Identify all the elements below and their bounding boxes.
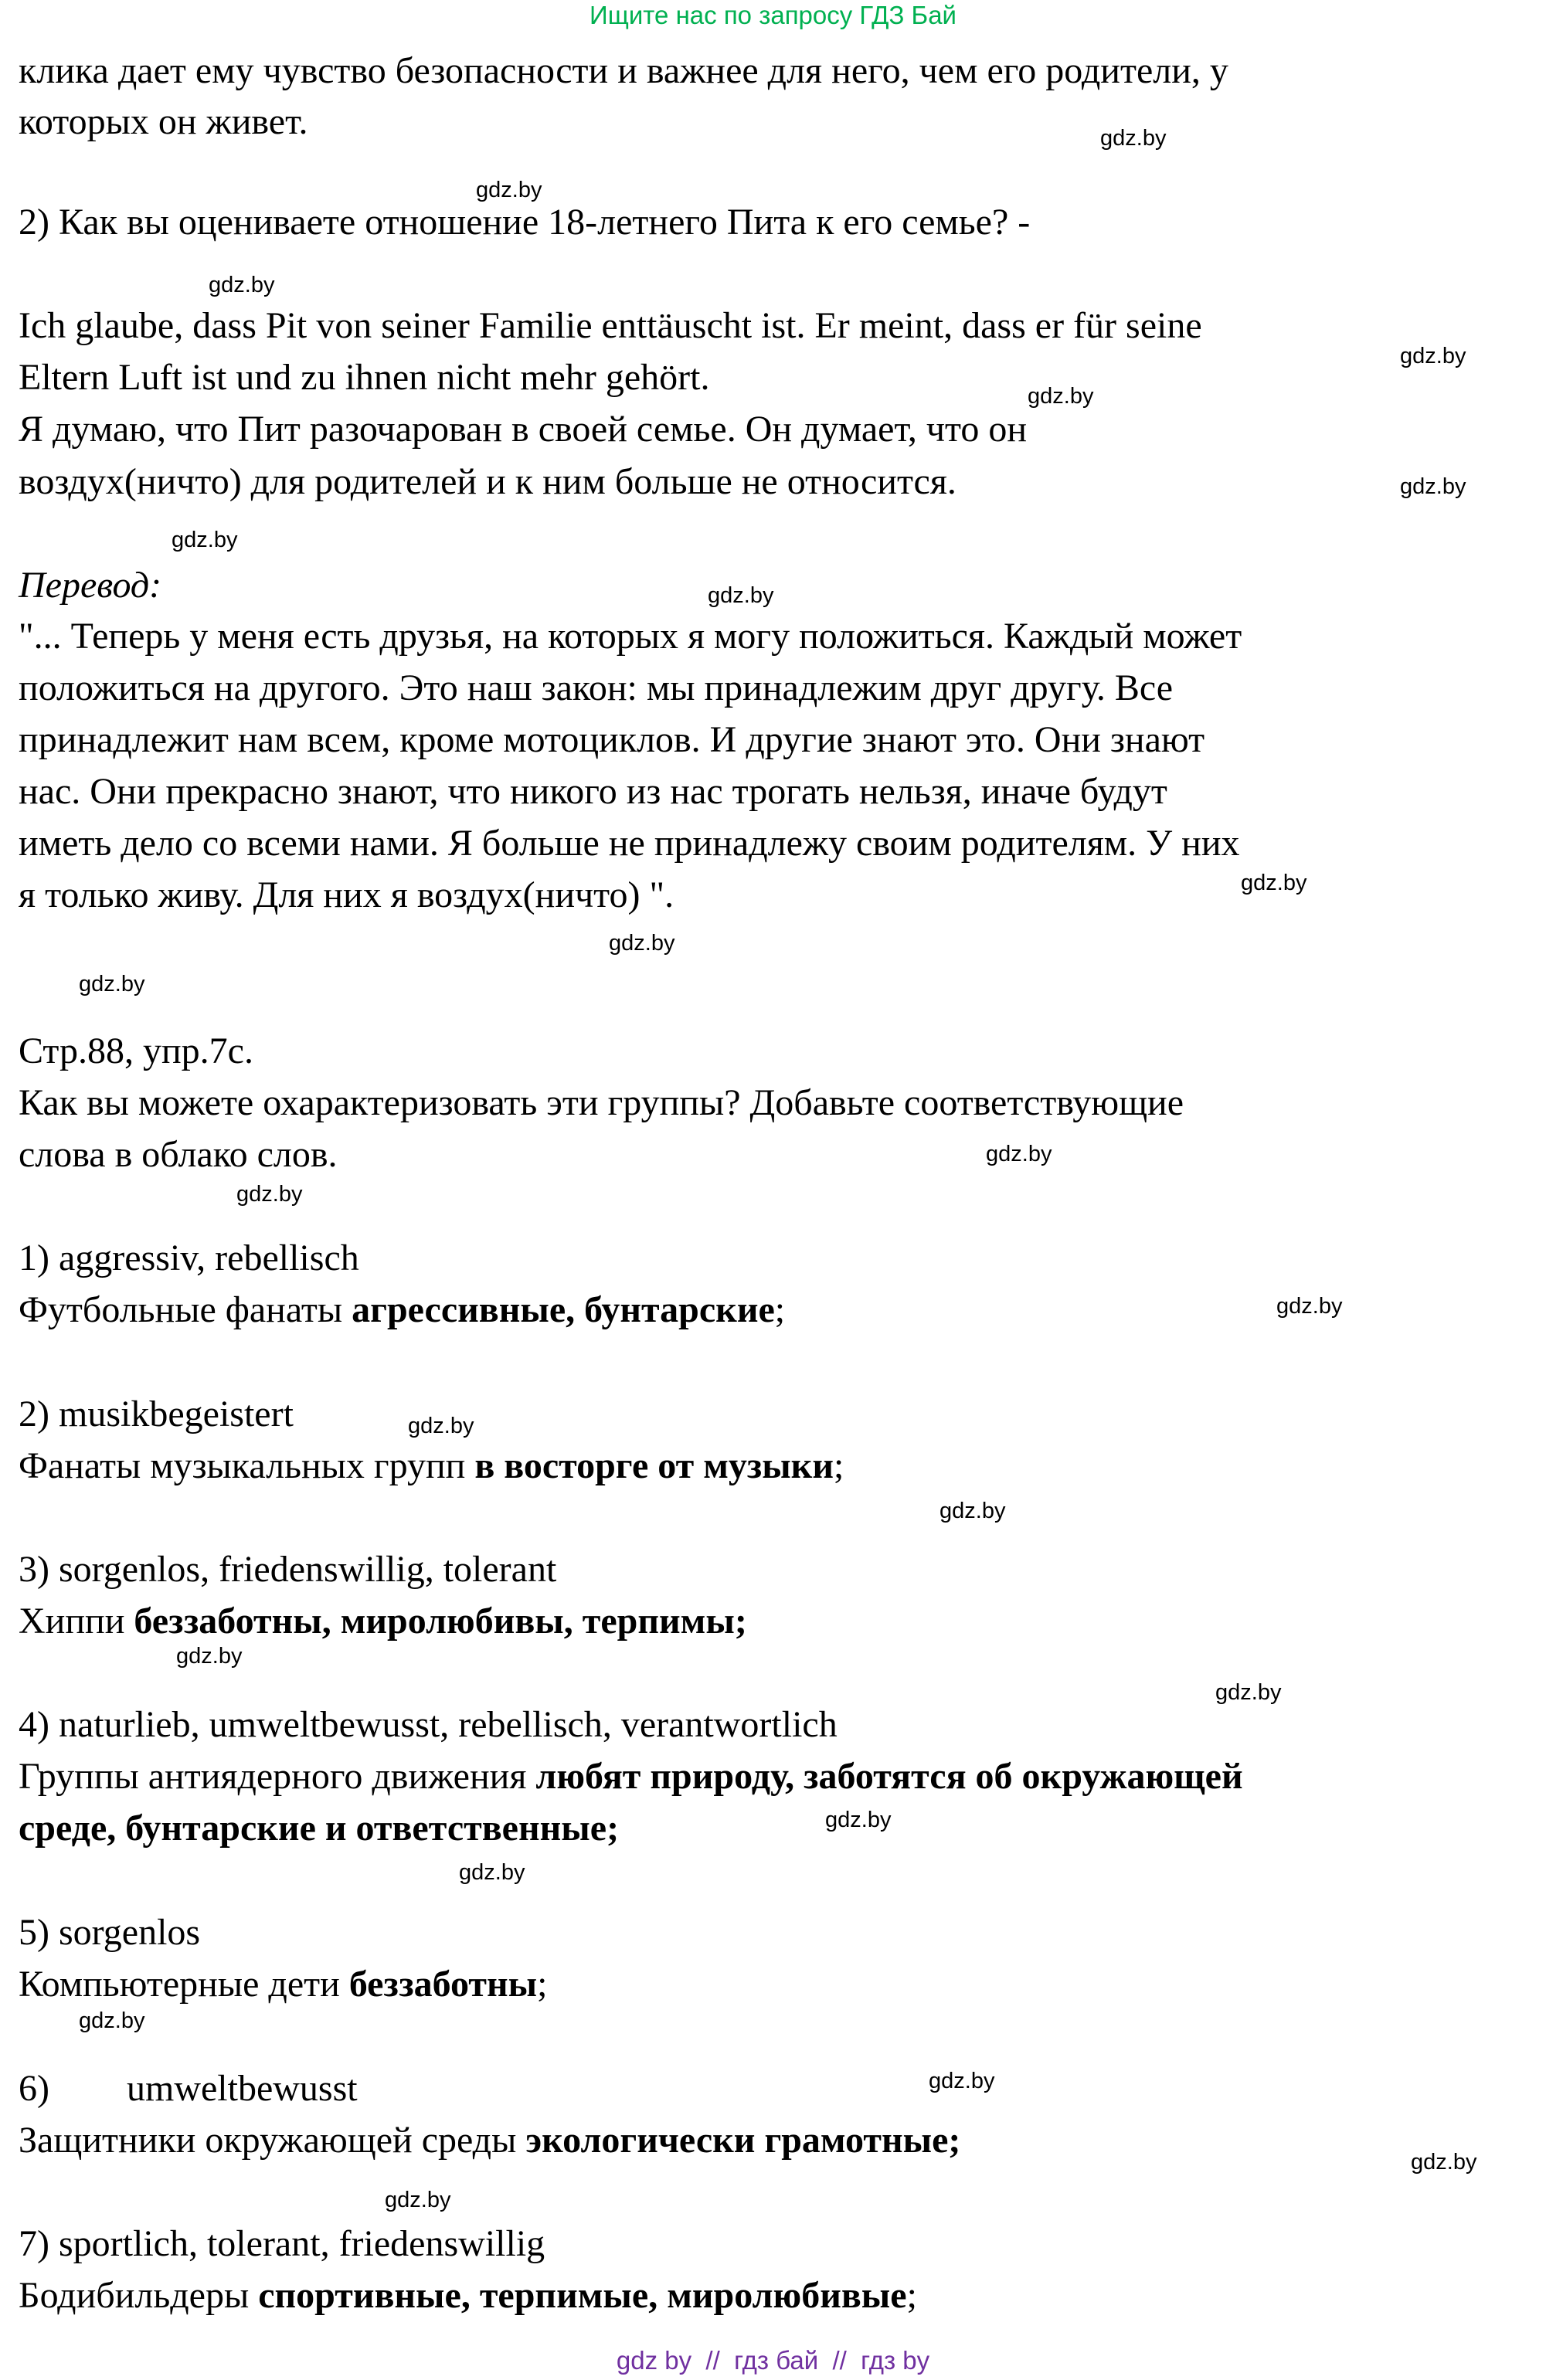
item-ru: Компьютерные дети беззаботны; [19,1964,548,2005]
item-de: 5) sorgenlos [19,1912,201,1953]
watermark: gdz.by [476,178,542,202]
question-2: 2) Как вы оцениваете отношение 18-летнего Пита к его семье? - [19,202,1031,243]
watermark: gdz.by [929,2069,995,2093]
watermark: gdz.by [1400,344,1466,368]
watermark: gdz.by [385,2188,451,2212]
item-de: 1) aggressiv, rebellisch [19,1238,359,1278]
translation-line: нас. Они прекрасно знают, что никого из нас трогать нельзя, иначе будут [19,771,1167,812]
watermark: gdz.by [209,273,275,297]
watermark: gdz.by [79,972,145,996]
watermark: gdz.by [1100,126,1167,151]
watermark: gdz.by [1215,1680,1282,1705]
watermark: gdz.by [1400,474,1466,499]
translation-heading: Перевод: [19,565,162,606]
translation-line: я только живу. Для них я воздух(ничто) ". [19,874,674,915]
translation-line: принадлежит нам всем, кроме мотоциклов. И другие знают это. Они знают [19,719,1205,760]
exercise-title: Стр.88, упр.7с. [19,1030,253,1071]
item-de: 2) musikbegeistert [19,1394,294,1434]
header-banner: Ищите нас по запросу ГДЗ Бай [590,1,956,29]
watermark: gdz.by [825,1808,892,1832]
translation-line: иметь дело со всеми нами. Я больше не принадлежу своим родителям. У них [19,823,1240,864]
item-ru-continued: среде, бунтарские и ответственные; [19,1808,620,1849]
item-ru: Защитники окружающей среды экологически грамотные; [19,2120,961,2161]
item-ru: Футбольные фанаты агрессивные, бунтарские; [19,1289,786,1330]
watermark: gdz.by [986,1142,1052,1166]
watermark: gdz.by [79,2008,145,2033]
item-de: 7) sportlich, tolerant, friedenswillig [19,2223,545,2264]
item-ru: Группы антиядерного движения любят природу, заботятся об окружающей [19,1756,1243,1797]
watermark: gdz.by [1241,871,1307,895]
item-de: 4) naturlieb, umweltbewusst, rebellisch, verantwortlich [19,1704,838,1745]
watermark: gdz.by [172,528,238,552]
watermark: gdz.by [408,1414,474,1438]
answer-ru-line: воздух(ничто) для родителей и к ним больше не относится. [19,461,956,502]
footer-banner: gdz by // гдз бай // гдз by [616,2346,930,2375]
item-de: 6) umweltbewusst [19,2068,358,2109]
answer-de-line: Eltern Luft ist und zu ihnen nicht mehr gehört. [19,357,710,398]
watermark: gdz.by [609,931,675,956]
watermark: gdz.by [176,1644,243,1669]
answer-de-line: Ich glaube, dass Pit von seiner Familie enttäuscht ist. Er meint, dass er für seine [19,305,1202,346]
watermark: gdz.by [939,1499,1006,1523]
watermark: gdz.by [1028,384,1094,409]
watermark: gdz.by [459,1860,525,1885]
exercise-task-line: Как вы можете охарактеризовать эти группы? Добавьте соответствующие [19,1082,1184,1123]
item-ru: Бодибильдеры спортивные, терпимые, миролюбивые; [19,2275,917,2316]
paragraph-line: клика дает ему чувство безопасности и важнее для него, чем его родители, у [19,50,1228,91]
answer-ru-line: Я думаю, что Пит разочарован в своей семье. Он думает, что он [19,409,1028,450]
watermark: gdz.by [236,1182,303,1207]
watermark: gdz.by [1411,2150,1477,2175]
translation-line: "... Теперь у меня есть друзья, на которых я могу положиться. Каждый может [19,616,1242,657]
translation-line: положиться на другого. Это наш закон: мы принадлежим друг другу. Все [19,667,1174,708]
exercise-task-line: слова в облако слов. [19,1134,338,1175]
item-ru: Фанаты музыкальных групп в восторге от музыки; [19,1445,844,1486]
paragraph-line: которых он живет. [19,101,308,142]
watermark: gdz.by [708,583,774,608]
item-ru: Хиппи беззаботны, миролюбивы, терпимы; [19,1601,747,1642]
watermark: gdz.by [1276,1294,1343,1319]
item-de: 3) sorgenlos, friedenswillig, tolerant [19,1549,557,1590]
